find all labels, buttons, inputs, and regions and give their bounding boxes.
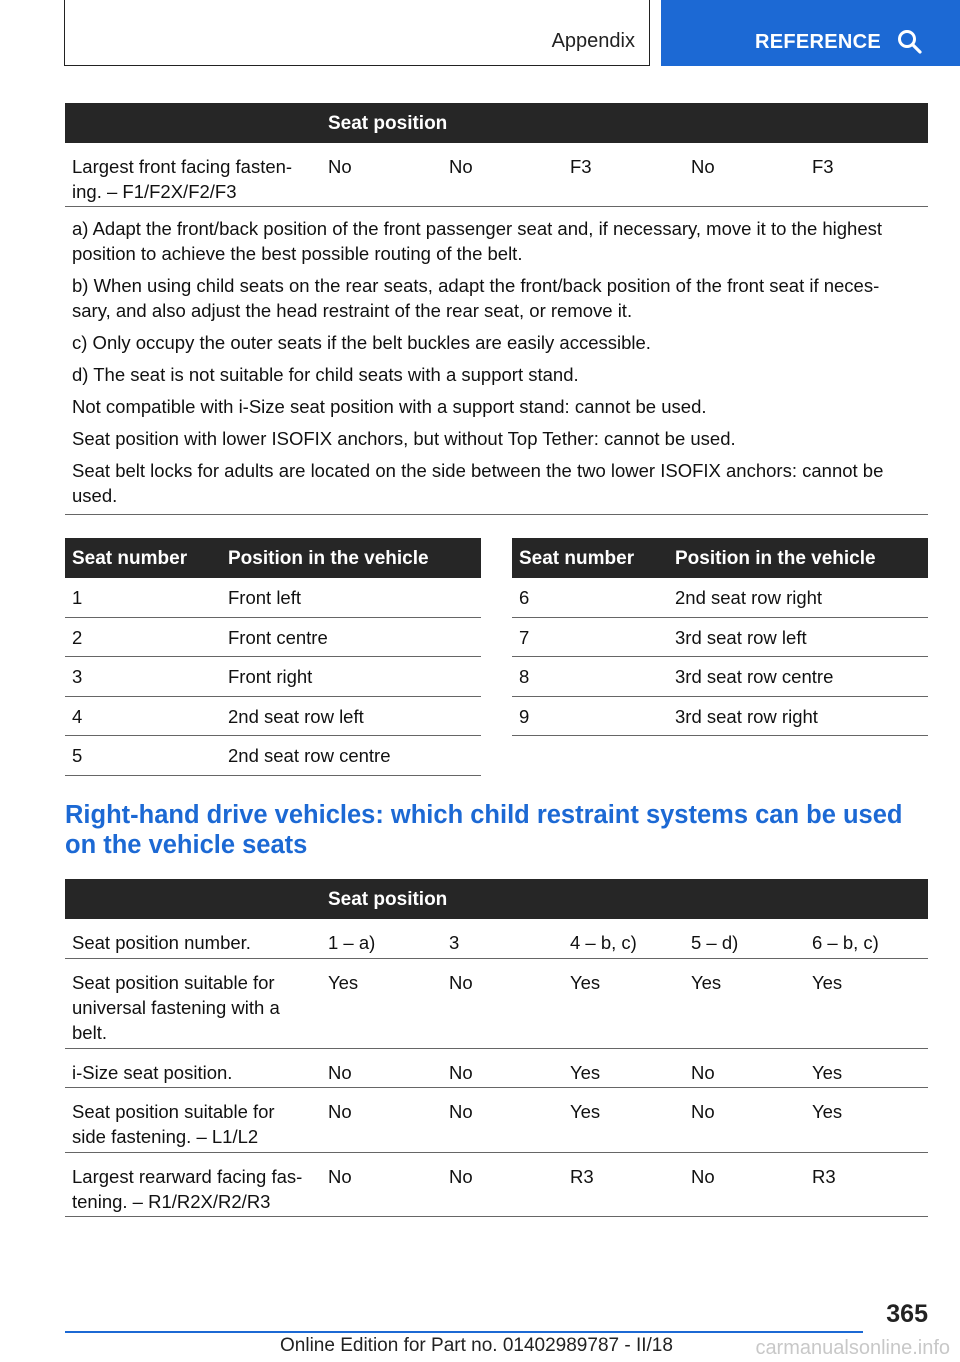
table-row [512,697,928,737]
table-cell: Yes [570,1101,601,1122]
section-heading: Right-hand drive vehicles: which child restraint systems can be used on the vehicle seats [65,801,903,859]
seat-number: 3 [72,666,83,687]
table-row [65,578,481,618]
table-row [65,697,481,737]
row-label: Largest rearward facing fas- tening. – R1/R2X/R2/R3 [72,1165,303,1212]
table-cell: Yes [812,1061,843,1083]
footnotes [65,207,928,515]
seat-number: 9 [519,705,530,727]
seat-position-table-rhd [65,879,928,1217]
table-cell: No [449,971,473,993]
table-cell: No [691,1061,715,1083]
note-d: d) The seat is not suitable for child seats with a support stand. [72,364,579,385]
table-cell: No [328,1101,352,1122]
table-cell: No [328,1165,352,1187]
table-cell: No [328,1061,352,1083]
col-position: Position in the vehicle [675,548,876,569]
row-label: Largest front facing fasten- ing. – F1/F2X/F2/F3 [72,156,293,202]
col-seat-number: Seat number [72,548,188,569]
seat-position: 2nd seat row right [675,587,823,608]
note-belt-locks: Seat belt locks for adults are located on the side between the two lower ISOFIX anchors: cannot be used. [72,460,884,506]
col-seat-number: Seat number [519,548,635,569]
row-label: Seat position number. [72,932,251,953]
table-cell: R3 [570,1165,594,1187]
table-header-label: Seat position [328,113,448,134]
seat-position: 3rd seat row left [675,626,807,648]
edition-note: Online Edition for Part no. 01402989787 - II/18 [280,1335,673,1356]
search-icon[interactable] [897,29,923,55]
seat-number: 5 [72,745,83,766]
table-cell: No [449,1061,473,1083]
table-cell: F3 [570,156,592,177]
table-header [512,538,928,578]
table-header [65,538,481,578]
watermark: carmanualsonline.info [755,1337,950,1359]
table-cell: F3 [812,156,834,177]
seat-position-table-lhd [65,103,928,207]
seat-position: 2nd seat row centre [228,745,391,766]
seat-number: 6 [519,587,530,608]
seat-number: 8 [519,666,530,687]
table-row [65,919,928,959]
table-row [65,959,928,1049]
table-cell: No [449,156,473,177]
table-cell: No [449,1165,473,1187]
table-cell: No [691,1101,715,1122]
header-chapter-label: REFERENCE [755,31,882,53]
seat-position: 3rd seat row centre [675,666,834,687]
table-cell: No [691,1165,715,1187]
table-row [512,618,928,658]
table-row [65,143,928,207]
table-cell: Yes [812,1101,843,1122]
table-cell: No [691,156,715,177]
table-row [65,1153,928,1218]
table-cell: Yes [328,971,359,993]
header-chapter-tab[interactable] [661,0,960,66]
table-cell: 3 [449,932,460,953]
table-row [65,1049,928,1089]
seat-number: 2 [72,626,83,648]
table-row [512,578,928,618]
seat-position: Front left [228,587,301,608]
table-cell: R3 [812,1165,836,1187]
col-position: Position in the vehicle [228,548,429,569]
table-cell: No [449,1101,473,1122]
table-cell: 6 – b, c) [812,932,879,953]
table-cell: Yes [570,971,601,993]
note-c: c) Only occupy the outer seats if the belt buckles are easily accessible. [72,332,651,353]
note-support-stand: Not compatible with i-Size seat position with a support stand: cannot be used. [72,396,707,417]
note-top-tether: Seat position with lower ISOFIX anchors, but without Top Tether: cannot be used. [72,428,736,449]
seat-position: Front right [228,666,313,687]
note-a: a) Adapt the front/back position of the front passenger seat and, if necessary, move it to the highest position to achieve the best possible routing of the belt. [72,218,883,264]
seat-position: 3rd seat row right [675,705,818,727]
table-row [512,657,928,697]
seat-number-table-right [512,538,928,736]
table-header-label: Seat position [328,889,448,910]
header-section-box [64,0,650,66]
table-cell: 1 – a) [328,932,376,953]
table-row [65,736,481,776]
table-row [65,657,481,697]
seat-number: 1 [72,587,83,608]
seat-position: Front centre [228,626,328,648]
table-cell: Yes [570,1061,601,1083]
table-header [65,879,928,919]
row-label: i-Size seat position. [72,1061,233,1083]
page-number: 365 [886,1300,928,1328]
table-cell: Yes [691,971,722,993]
seat-number: 7 [519,626,530,648]
row-label: Seat position suitable for side fastening. – L1/L2 [72,1101,275,1147]
seat-number: 4 [72,705,83,727]
table-cell: 4 – b, c) [570,932,637,953]
row-label: Seat position suitable for universal fastening with a belt. [72,971,280,1043]
table-cell: No [328,156,352,177]
table-header [65,103,928,143]
table-row [65,1088,928,1153]
table-cell: 5 – d) [691,932,739,953]
table-cell: Yes [812,971,843,993]
header-section-label: Appendix [551,30,635,52]
footer-divider [65,1331,863,1333]
table-row [65,618,481,658]
note-b: b) When using child seats on the rear seats, adapt the front/back position of the front seat if neces-sary, and also adjust the head restraint of the rear seat, or remove it. [72,275,880,321]
seat-position: 2nd seat row left [228,705,364,727]
seat-number-table-left [65,538,481,776]
